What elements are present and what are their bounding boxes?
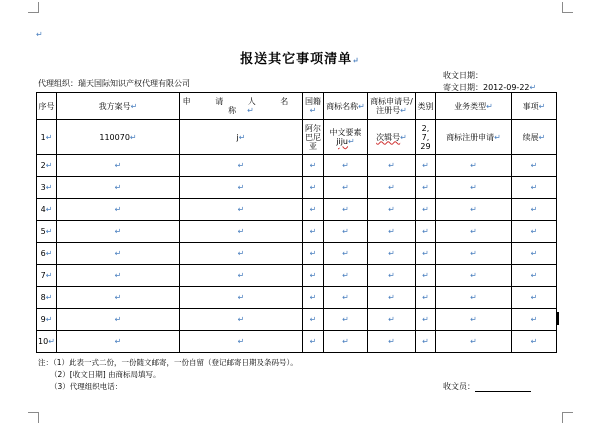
paragraph-mark: ↵ bbox=[470, 249, 477, 258]
paragraph-mark: ↵ bbox=[388, 249, 395, 258]
cell-empty[interactable] bbox=[57, 199, 180, 221]
cell-empty[interactable] bbox=[180, 243, 303, 265]
cell-empty[interactable] bbox=[512, 265, 557, 287]
cell-empty[interactable] bbox=[512, 243, 557, 265]
cell-seq[interactable]: 9↵ bbox=[37, 309, 57, 331]
table-row[interactable] bbox=[37, 265, 557, 287]
paragraph-mark: ↵ bbox=[237, 161, 245, 170]
paragraph-mark: ↵ bbox=[470, 205, 477, 214]
send-date[interactable]: 寄文日期：2012-09-22↵ bbox=[443, 83, 537, 92]
cell-seq[interactable]: 5↵ bbox=[37, 221, 57, 243]
cell-empty[interactable] bbox=[180, 331, 303, 353]
cell-empty[interactable] bbox=[303, 309, 324, 331]
paragraph-mark: ↵ bbox=[422, 227, 429, 236]
paragraph-mark: ↵ bbox=[388, 183, 395, 192]
paragraph-mark: ↵ bbox=[422, 249, 429, 258]
paragraph-mark: ↵ bbox=[530, 205, 538, 214]
cell-empty[interactable] bbox=[512, 331, 557, 353]
cell-empty[interactable] bbox=[368, 177, 416, 199]
cell-empty[interactable] bbox=[416, 243, 436, 265]
cell-empty[interactable] bbox=[436, 309, 512, 331]
text-cursor bbox=[557, 312, 559, 325]
cell-empty[interactable] bbox=[436, 177, 512, 199]
cell-empty[interactable] bbox=[416, 265, 436, 287]
cell-empty[interactable] bbox=[368, 265, 416, 287]
cell-empty[interactable] bbox=[368, 199, 416, 221]
paragraph-mark: ↵ bbox=[114, 271, 122, 280]
cell-empty[interactable] bbox=[368, 155, 416, 177]
cell-empty[interactable] bbox=[57, 287, 180, 309]
paragraph-mark: ↵ bbox=[114, 161, 122, 170]
paragraph-mark: ↵ bbox=[530, 293, 538, 302]
paragraph-mark: ↵ bbox=[342, 337, 349, 346]
cell-empty[interactable] bbox=[324, 265, 368, 287]
cell-empty[interactable] bbox=[436, 199, 512, 221]
paragraph-mark: ↵ bbox=[422, 271, 429, 280]
header-business-type: 业务类型↵ bbox=[436, 93, 512, 120]
paragraph-mark: ↵ bbox=[45, 249, 53, 258]
cell-empty[interactable] bbox=[180, 221, 303, 243]
table-row[interactable] bbox=[37, 287, 557, 309]
cell-empty[interactable] bbox=[180, 199, 303, 221]
page-corner-top-left bbox=[28, 2, 39, 13]
cell-empty[interactable] bbox=[303, 221, 324, 243]
cell-empty[interactable] bbox=[303, 243, 324, 265]
table-row[interactable] bbox=[37, 120, 557, 155]
paragraph-mark: ↵ bbox=[530, 271, 538, 280]
cell-empty[interactable] bbox=[436, 287, 512, 309]
page-corner-bottom-left bbox=[28, 412, 39, 423]
header-our-ref: 我方案号↵ bbox=[57, 93, 180, 120]
paragraph-mark: ↵ bbox=[114, 293, 122, 302]
paragraph-mark: ↵ bbox=[342, 271, 349, 280]
cell-empty[interactable] bbox=[416, 221, 436, 243]
paragraph-mark: ↵ bbox=[114, 315, 122, 324]
paragraph-mark: ↵ bbox=[309, 315, 317, 324]
cell-empty[interactable] bbox=[512, 309, 557, 331]
paragraph-mark: ↵ bbox=[309, 293, 317, 302]
paragraph-mark: ↵ bbox=[114, 227, 122, 236]
cell-empty[interactable] bbox=[436, 221, 512, 243]
cell-applicant: j↵ bbox=[180, 120, 303, 155]
cell-seq: 1↵ bbox=[37, 120, 57, 155]
cell-empty[interactable] bbox=[368, 287, 416, 309]
cell-empty[interactable] bbox=[57, 331, 180, 353]
paragraph-mark: ↵ bbox=[342, 183, 349, 192]
table-header-row bbox=[37, 93, 557, 120]
cell-empty[interactable] bbox=[416, 155, 436, 177]
cell-empty[interactable] bbox=[416, 331, 436, 353]
cell-seq[interactable]: 6↵ bbox=[37, 243, 57, 265]
paragraph-mark: ↵ bbox=[388, 315, 395, 324]
cell-empty[interactable] bbox=[512, 221, 557, 243]
paragraph-mark: ↵ bbox=[422, 293, 429, 302]
paragraph-mark: ↵ bbox=[342, 315, 349, 324]
table-row[interactable] bbox=[37, 199, 557, 221]
paragraph-mark: ↵ bbox=[470, 161, 477, 170]
paragraph-mark: ↵ bbox=[422, 337, 429, 346]
cell-empty[interactable] bbox=[324, 199, 368, 221]
note-line-1: 注：（1）此表一式二份，一份随文邮寄，一份自留（登记邮寄日期及条码号）。 bbox=[38, 358, 298, 367]
cell-empty[interactable] bbox=[324, 331, 368, 353]
cell-empty[interactable] bbox=[368, 331, 416, 353]
page-corner-bottom-right bbox=[562, 412, 573, 423]
paragraph-mark: ↵ bbox=[388, 227, 395, 236]
paragraph-mark: ↵ bbox=[114, 205, 122, 214]
cell-empty[interactable] bbox=[57, 243, 180, 265]
cell-seq[interactable]: 7↵ bbox=[37, 265, 57, 287]
cell-empty[interactable] bbox=[303, 287, 324, 309]
paragraph-mark: ↵ bbox=[388, 271, 395, 280]
paragraph-mark: ↵ bbox=[48, 337, 55, 346]
paragraph-mark: ↵ bbox=[422, 315, 429, 324]
paragraph-mark: ↵ bbox=[36, 30, 43, 39]
paragraph-mark: ↵ bbox=[114, 249, 122, 258]
cell-empty[interactable] bbox=[512, 177, 557, 199]
paragraph-mark: ↵ bbox=[342, 161, 349, 170]
paragraph-mark: ↵ bbox=[309, 205, 317, 214]
cell-empty[interactable] bbox=[436, 331, 512, 353]
cell-empty[interactable] bbox=[324, 287, 368, 309]
cell-empty[interactable] bbox=[57, 177, 180, 199]
paragraph-mark: ↵ bbox=[45, 271, 53, 280]
cell-empty[interactable] bbox=[57, 265, 180, 287]
header-class: 类别 bbox=[416, 93, 436, 120]
paragraph-mark: ↵ bbox=[45, 315, 53, 324]
header-matter: 事项↵ bbox=[512, 93, 557, 120]
paragraph-mark: ↵ bbox=[309, 337, 317, 346]
cell-empty[interactable] bbox=[180, 155, 303, 177]
cell-empty[interactable] bbox=[436, 243, 512, 265]
cell-empty[interactable] bbox=[303, 265, 324, 287]
receiver-field[interactable]: 收文员： bbox=[443, 381, 531, 392]
header-country: 国籍↵ bbox=[303, 93, 324, 120]
paragraph-mark: ↵ bbox=[530, 183, 538, 192]
cell-empty[interactable] bbox=[57, 155, 180, 177]
paragraph-mark: ↵ bbox=[470, 227, 477, 236]
cell-empty[interactable] bbox=[324, 155, 368, 177]
paragraph-mark: ↵ bbox=[530, 161, 538, 170]
cell-seq[interactable]: 3↵ bbox=[37, 177, 57, 199]
paragraph-mark: ↵ bbox=[470, 337, 477, 346]
document-title: 报送其它事项清单↵ bbox=[240, 52, 360, 67]
paragraph-mark: ↵ bbox=[114, 337, 122, 346]
cell-empty[interactable] bbox=[303, 199, 324, 221]
cell-empty[interactable] bbox=[303, 155, 324, 177]
paragraph-mark: ↵ bbox=[530, 227, 538, 236]
cell-empty[interactable] bbox=[416, 199, 436, 221]
cell-business-type: 商标注册申请↵ bbox=[436, 120, 512, 155]
table-row[interactable] bbox=[37, 177, 557, 199]
paragraph-mark: ↵ bbox=[309, 271, 317, 280]
cell-empty[interactable] bbox=[512, 199, 557, 221]
notes bbox=[38, 357, 298, 393]
paragraph-mark: ↵ bbox=[342, 249, 349, 258]
paragraph-mark: ↵ bbox=[237, 183, 245, 192]
paragraph-mark: ↵ bbox=[309, 183, 317, 192]
paragraph-mark: ↵ bbox=[422, 161, 429, 170]
cell-empty[interactable] bbox=[180, 177, 303, 199]
paragraph-mark: ↵ bbox=[237, 337, 245, 346]
paragraph-mark: ↵ bbox=[309, 249, 317, 258]
header-seq: 序号 bbox=[37, 93, 57, 120]
cell-empty[interactable] bbox=[324, 243, 368, 265]
paragraph-mark: ↵ bbox=[237, 249, 245, 258]
cell-empty[interactable] bbox=[368, 309, 416, 331]
header-application-no: 商标申请号/注册号↵ bbox=[368, 93, 416, 120]
paragraph-mark: ↵ bbox=[470, 271, 477, 280]
header-applicant: 申 请 人 名 称↵ bbox=[180, 93, 303, 120]
cell-seq[interactable]: 8↵ bbox=[37, 287, 57, 309]
paragraph-mark: ↵ bbox=[470, 315, 477, 324]
paragraph-mark: ↵ bbox=[237, 205, 245, 214]
paragraph-mark: ↵ bbox=[45, 205, 53, 214]
paragraph-mark: ↵ bbox=[237, 315, 245, 324]
header-trademark-name: 商标名称↵ bbox=[324, 93, 368, 120]
paragraph-mark: ↵ bbox=[530, 249, 538, 258]
cell-empty[interactable] bbox=[57, 221, 180, 243]
paragraph-mark: ↵ bbox=[470, 183, 477, 192]
paragraph-mark: ↵ bbox=[45, 293, 53, 302]
cell-empty[interactable] bbox=[324, 177, 368, 199]
cell-empty[interactable] bbox=[180, 309, 303, 331]
cell-seq[interactable]: 2↵ bbox=[37, 155, 57, 177]
cell-country: 阿尔巴尼亚 bbox=[303, 120, 324, 155]
agency-line: 代理组织：瑞天国际知识产权代理有限公司 bbox=[38, 79, 190, 88]
cell-empty[interactable] bbox=[368, 221, 416, 243]
cell-our-ref: 110070↵ bbox=[57, 120, 180, 155]
paragraph-mark: ↵ bbox=[237, 227, 245, 236]
paragraph-mark: ↵ bbox=[45, 227, 53, 236]
receive-date[interactable]: 收文日期： bbox=[443, 71, 483, 80]
cell-matter: 续展↵ bbox=[512, 120, 557, 155]
paragraph-mark: ↵ bbox=[388, 337, 395, 346]
cell-empty[interactable] bbox=[324, 221, 368, 243]
cell-empty[interactable] bbox=[416, 177, 436, 199]
cell-seq[interactable]: 10↵ bbox=[37, 331, 57, 353]
paragraph-mark: ↵ bbox=[388, 205, 395, 214]
page-corner-top-right bbox=[562, 2, 573, 13]
paragraph-mark: ↵ bbox=[530, 337, 538, 346]
paragraph-mark: ↵ bbox=[388, 161, 395, 170]
receiver-blank-line[interactable] bbox=[475, 383, 531, 392]
paragraph-mark: ↵ bbox=[422, 183, 429, 192]
cell-seq[interactable]: 4↵ bbox=[37, 199, 57, 221]
table-row[interactable] bbox=[37, 331, 557, 353]
cell-class: 2, 7, 29 bbox=[416, 120, 436, 155]
table-row[interactable] bbox=[37, 309, 557, 331]
paragraph-mark: ↵ bbox=[342, 293, 349, 302]
cell-empty[interactable] bbox=[368, 243, 416, 265]
matters-table bbox=[36, 92, 557, 353]
note-line-2: （2）[收文日期] 由商标局填写。 bbox=[50, 370, 161, 379]
paragraph-mark: ↵ bbox=[114, 183, 122, 192]
paragraph-mark: ↵ bbox=[237, 293, 245, 302]
paragraph-mark: ↵ bbox=[470, 293, 477, 302]
cell-empty[interactable] bbox=[303, 177, 324, 199]
cell-trademark-name: 中文要素 jiju↵ bbox=[324, 120, 368, 155]
note-line-3: （3）代理组织电话： bbox=[50, 382, 123, 391]
paragraph-mark: ↵ bbox=[422, 205, 429, 214]
table-row[interactable] bbox=[37, 221, 557, 243]
cell-empty[interactable] bbox=[180, 265, 303, 287]
paragraph-mark: ↵ bbox=[530, 315, 538, 324]
cell-empty[interactable] bbox=[436, 265, 512, 287]
paragraph-mark: ↵ bbox=[388, 293, 395, 302]
paragraph-mark: ↵ bbox=[342, 227, 349, 236]
cell-empty[interactable] bbox=[436, 155, 512, 177]
cell-empty[interactable] bbox=[512, 287, 557, 309]
paragraph-mark: ↵ bbox=[309, 227, 317, 236]
cell-empty[interactable] bbox=[416, 287, 436, 309]
cell-empty[interactable] bbox=[180, 287, 303, 309]
paragraph-mark: ↵ bbox=[342, 205, 349, 214]
paragraph-mark: ↵ bbox=[45, 161, 53, 170]
cell-empty[interactable] bbox=[416, 309, 436, 331]
paragraph-mark: ↵ bbox=[45, 183, 53, 192]
table-row[interactable] bbox=[37, 155, 557, 177]
paragraph-mark: ↵ bbox=[309, 161, 317, 170]
table-row[interactable] bbox=[37, 243, 557, 265]
cell-application-no: 次辑号↵ bbox=[368, 120, 416, 155]
cell-empty[interactable] bbox=[324, 309, 368, 331]
cell-empty[interactable] bbox=[512, 155, 557, 177]
cell-empty[interactable] bbox=[57, 309, 180, 331]
paragraph-mark: ↵ bbox=[237, 271, 245, 280]
cell-empty[interactable] bbox=[303, 331, 324, 353]
